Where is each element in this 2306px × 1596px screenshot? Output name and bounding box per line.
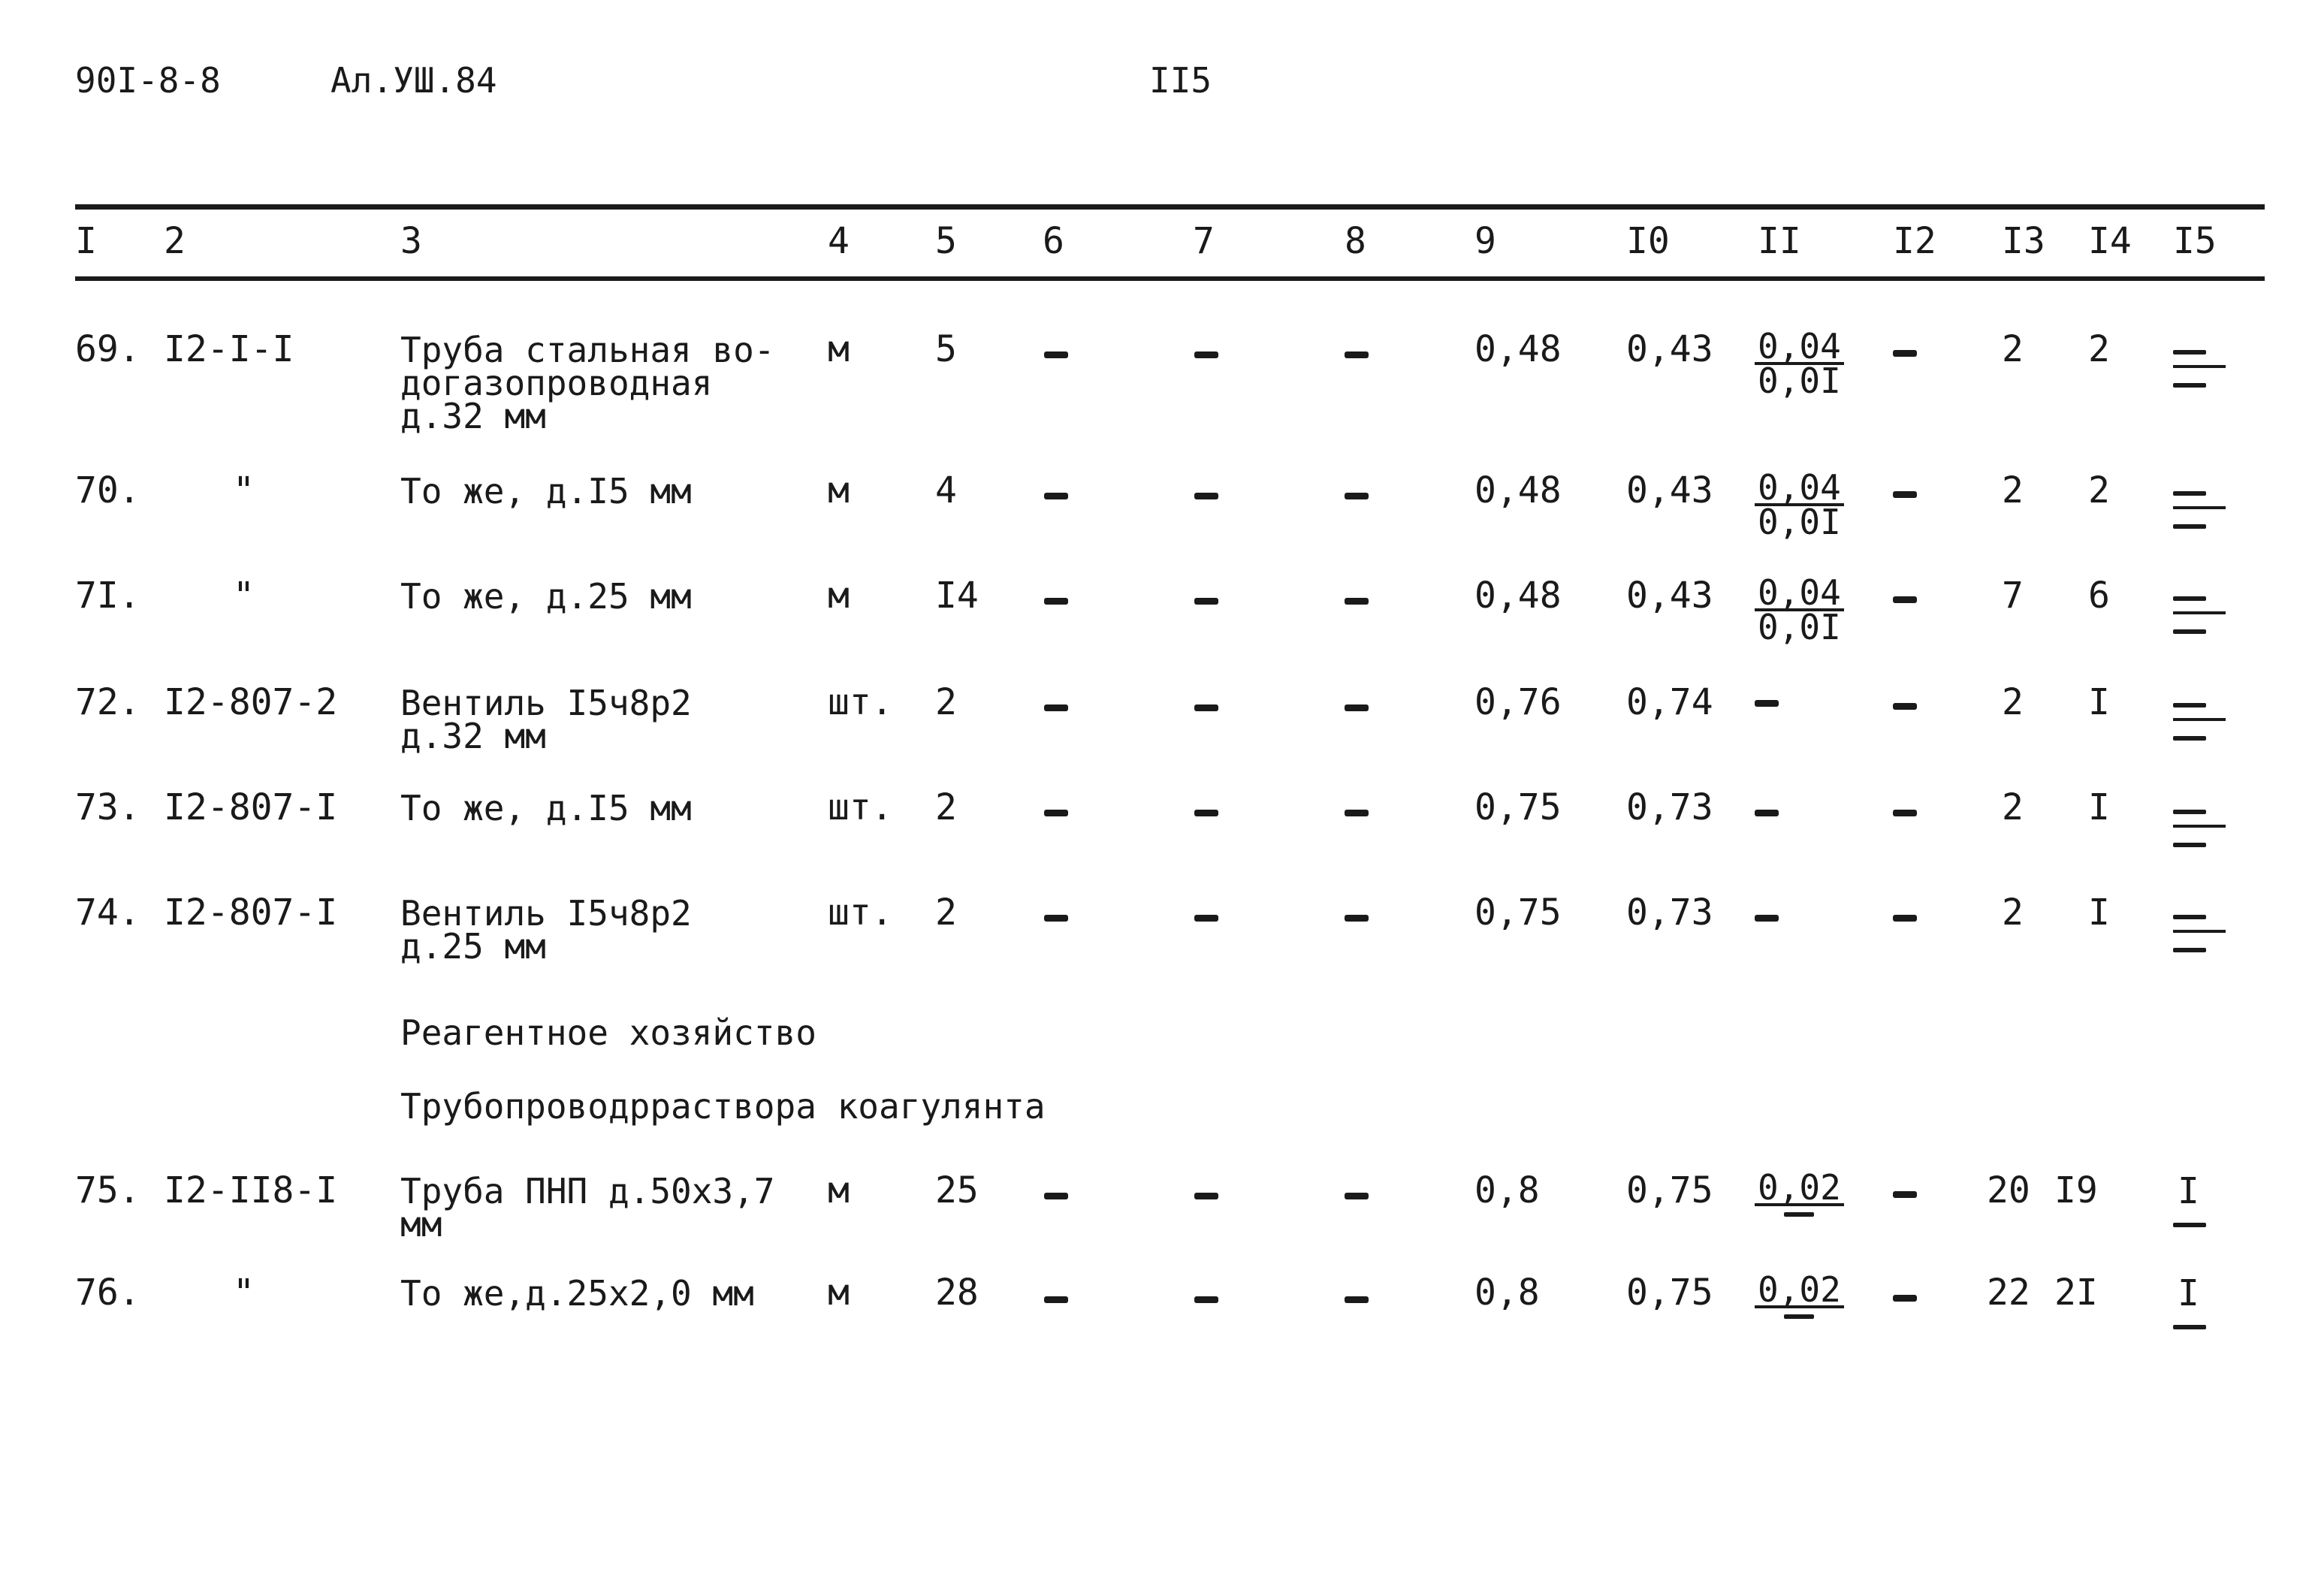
album-code: Ал.УШ.84 bbox=[331, 60, 497, 101]
row-code: I2-I-I bbox=[164, 328, 294, 370]
row-qty: 2 bbox=[935, 681, 957, 723]
fraction-numerator: 0,04 bbox=[1755, 330, 1844, 365]
row-c9: 0,75 bbox=[1474, 786, 1562, 828]
row-qty: 25 bbox=[935, 1169, 979, 1211]
row-c13: 2 bbox=[2002, 328, 2024, 370]
row-number: 73. bbox=[75, 786, 140, 828]
row-qty: 2 bbox=[935, 892, 957, 934]
row-c13: 2 bbox=[2002, 469, 2024, 511]
row-code: I2-II8-I bbox=[164, 1169, 338, 1211]
row-c9: 0,48 bbox=[1474, 469, 1562, 511]
dash-c8 bbox=[1345, 493, 1369, 499]
row-c13: 2 bbox=[2002, 786, 2024, 828]
row-c13: 2 bbox=[2002, 681, 2024, 723]
dash-c12 bbox=[1893, 596, 1917, 603]
col-header-10: I0 bbox=[1626, 220, 1670, 262]
dash-c12 bbox=[1893, 1191, 1917, 1198]
col-header-4: 4 bbox=[828, 220, 850, 262]
table-top-rule bbox=[75, 204, 2265, 210]
row-c10: 0,73 bbox=[1626, 892, 1713, 934]
row-name: То же, д.I5 мм bbox=[400, 788, 692, 828]
row-number: 75. bbox=[75, 1169, 140, 1211]
row-c14: 2 bbox=[2088, 469, 2110, 511]
col-header-3: 3 bbox=[400, 220, 422, 262]
c15-value: I bbox=[2178, 1272, 2199, 1314]
col-header-9: 9 bbox=[1474, 220, 1496, 262]
row-qty: I4 bbox=[935, 575, 979, 617]
dash-c7 bbox=[1194, 598, 1218, 605]
row-name: Труба стальная во- догазопроводная д.32 мм bbox=[400, 330, 775, 436]
row-qty: 2 bbox=[935, 786, 957, 828]
row-name: То же, д.25 мм bbox=[400, 576, 692, 617]
dash-c7 bbox=[1194, 1193, 1218, 1199]
row-c10: 0,75 bbox=[1626, 1272, 1713, 1314]
fraction-denominator: 0,0I bbox=[1758, 502, 1841, 542]
row-name: То же,д.25х2,0 мм bbox=[400, 1273, 754, 1314]
row-name: Вентиль I5ч8р2 д.32 мм bbox=[400, 683, 692, 756]
row-c9: 0,76 bbox=[1474, 681, 1562, 723]
row-number: 72. bbox=[75, 681, 140, 723]
row-code: I2-807-I bbox=[164, 786, 338, 828]
dash-c6 bbox=[1044, 493, 1068, 499]
row-c11-fraction bbox=[1755, 572, 1844, 647]
fraction-numerator: 0,02 bbox=[1755, 1172, 1844, 1206]
row-unit: шт. bbox=[828, 892, 893, 934]
dash-c11 bbox=[1755, 810, 1779, 816]
row-qty: 4 bbox=[935, 469, 957, 511]
row-name: Вентиль I5ч8р2 д.25 мм bbox=[400, 893, 692, 967]
dash-c6 bbox=[1044, 598, 1068, 605]
fraction-numerator: 0,04 bbox=[1755, 472, 1844, 506]
row-c9: 0,48 bbox=[1474, 328, 1562, 370]
dash-c8 bbox=[1345, 1193, 1369, 1199]
table-header-rule bbox=[75, 276, 2265, 281]
dash-c6 bbox=[1044, 1296, 1068, 1303]
row-c9: 0,75 bbox=[1474, 892, 1562, 934]
row-c10: 0,75 bbox=[1626, 1169, 1713, 1211]
fraction-denominator: 0,0I bbox=[1758, 607, 1841, 647]
c15-fraction-mark bbox=[2173, 1272, 2226, 1346]
row-c13: 7 bbox=[2002, 575, 2024, 617]
dash-c8 bbox=[1345, 704, 1369, 711]
col-header-12: I2 bbox=[1893, 220, 1936, 262]
fraction-denominator: 0,0I bbox=[1758, 361, 1841, 401]
col-header-7: 7 bbox=[1193, 220, 1215, 262]
row-c14: I bbox=[2088, 786, 2110, 828]
row-c14: 2 bbox=[2088, 328, 2110, 370]
col-header-5: 5 bbox=[935, 220, 957, 262]
row-c10: 0,74 bbox=[1626, 681, 1713, 723]
c15-fraction-mark bbox=[2173, 345, 2226, 406]
fraction-dash-denominator bbox=[1784, 1212, 1814, 1217]
dash-c6 bbox=[1044, 915, 1068, 922]
dash-c11 bbox=[1755, 915, 1779, 922]
row-number: 74. bbox=[75, 892, 140, 934]
row-unit: м bbox=[828, 1169, 850, 1211]
row-c14: I9 bbox=[2054, 1169, 2098, 1211]
dash-c12 bbox=[1893, 915, 1917, 922]
row-qty: 28 bbox=[935, 1272, 979, 1314]
c15-fraction-mark bbox=[2173, 487, 2226, 547]
row-code: I2-807-2 bbox=[164, 681, 338, 723]
row-code: " bbox=[233, 1272, 255, 1314]
fraction-numerator: 0,02 bbox=[1755, 1274, 1844, 1308]
row-unit: шт. bbox=[828, 681, 893, 723]
row-c9: 0,8 bbox=[1474, 1169, 1540, 1211]
fraction-numerator: 0,04 bbox=[1755, 577, 1844, 611]
row-c11-fraction bbox=[1755, 1167, 1844, 1217]
row-code: I2-807-I bbox=[164, 892, 338, 934]
row-c14: I bbox=[2088, 892, 2110, 934]
col-header-15: I5 bbox=[2173, 220, 2217, 262]
dash-c8 bbox=[1345, 915, 1369, 922]
col-header-11: II bbox=[1758, 220, 1801, 262]
c15-fraction-mark bbox=[2173, 592, 2226, 652]
row-c14: 6 bbox=[2088, 575, 2110, 617]
fraction-dash-denominator bbox=[1784, 1314, 1814, 1319]
row-unit: шт. bbox=[828, 786, 893, 828]
row-c13: 2 bbox=[2002, 892, 2024, 934]
row-c14: 2I bbox=[2054, 1272, 2098, 1314]
row-c10: 0,43 bbox=[1626, 469, 1713, 511]
document-code: 90I-8-8 bbox=[75, 60, 221, 101]
dash-c6 bbox=[1044, 351, 1068, 358]
dash-c7 bbox=[1194, 493, 1218, 499]
c15-value: I bbox=[2178, 1170, 2199, 1212]
dash-c8 bbox=[1345, 810, 1369, 816]
dash-c12 bbox=[1893, 350, 1917, 357]
dash-c7 bbox=[1194, 810, 1218, 816]
dash-c7 bbox=[1194, 915, 1218, 922]
row-unit: м bbox=[828, 469, 850, 511]
row-c11-fraction bbox=[1755, 467, 1844, 542]
c15-fraction-mark bbox=[2173, 805, 2226, 865]
row-unit: м bbox=[828, 575, 850, 617]
dash-c12 bbox=[1893, 1295, 1917, 1302]
col-header-2: 2 bbox=[164, 220, 186, 262]
col-header-6: 6 bbox=[1043, 220, 1064, 262]
c15-fraction-mark bbox=[2173, 910, 2226, 970]
row-number: 70. bbox=[75, 469, 140, 511]
dash-c11 bbox=[1755, 700, 1779, 707]
row-number: 69. bbox=[75, 328, 140, 370]
col-header-8: 8 bbox=[1345, 220, 1366, 262]
row-number: 76. bbox=[75, 1272, 140, 1314]
row-name: То же, д.I5 мм bbox=[400, 471, 692, 511]
col-header-13: I3 bbox=[2002, 220, 2045, 262]
dash-c12 bbox=[1893, 491, 1917, 498]
dash-c7 bbox=[1194, 351, 1218, 358]
row-c9: 0,48 bbox=[1474, 575, 1562, 617]
row-c9: 0,8 bbox=[1474, 1272, 1540, 1314]
row-c10: 0,43 bbox=[1626, 328, 1713, 370]
dash-c8 bbox=[1345, 598, 1369, 605]
dash-c6 bbox=[1044, 704, 1068, 711]
row-c10: 0,43 bbox=[1626, 575, 1713, 617]
section-heading-pipeline: Трубопроводрраствора коагулянта bbox=[400, 1086, 1046, 1127]
row-unit: м bbox=[828, 1272, 850, 1314]
row-c11-fraction bbox=[1755, 326, 1844, 401]
row-name: Труба ПНП д.50х3,7 мм bbox=[400, 1171, 775, 1245]
dash-c8 bbox=[1345, 1296, 1369, 1303]
dash-c7 bbox=[1194, 1296, 1218, 1303]
dash-c7 bbox=[1194, 704, 1218, 711]
dash-c6 bbox=[1044, 810, 1068, 816]
dash-c12 bbox=[1893, 810, 1917, 816]
page-number: II5 bbox=[1149, 60, 1212, 101]
col-header-1: I bbox=[75, 220, 97, 262]
dash-c8 bbox=[1345, 351, 1369, 358]
c15-fraction-mark bbox=[2173, 1170, 2226, 1244]
row-code: " bbox=[233, 575, 255, 617]
row-c11-fraction bbox=[1755, 1269, 1844, 1319]
row-c14: I bbox=[2088, 681, 2110, 723]
row-c13: 20 bbox=[1987, 1169, 2030, 1211]
c15-fraction-mark bbox=[2173, 698, 2226, 759]
row-number: 7I. bbox=[75, 575, 140, 617]
row-qty: 5 bbox=[935, 328, 957, 370]
row-c13: 22 bbox=[1987, 1272, 2030, 1314]
col-header-14: I4 bbox=[2088, 220, 2132, 262]
row-code: " bbox=[233, 469, 255, 511]
row-unit: м bbox=[828, 328, 850, 370]
row-c10: 0,73 bbox=[1626, 786, 1713, 828]
dash-c6 bbox=[1044, 1193, 1068, 1199]
dash-c12 bbox=[1893, 703, 1917, 710]
section-heading-reagent: Реагентное хозяйство bbox=[400, 1012, 816, 1053]
